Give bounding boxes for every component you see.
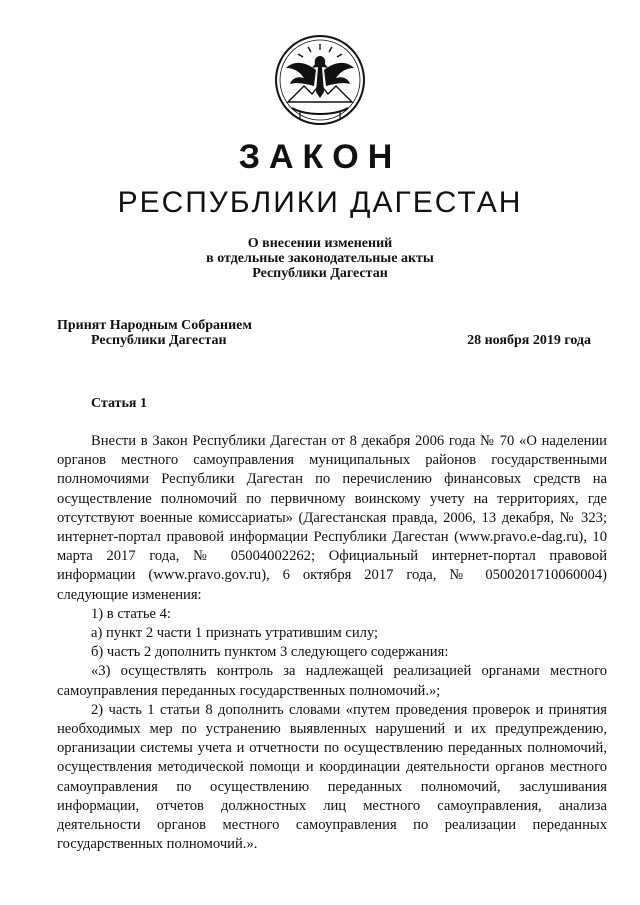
coat-of-arms-icon — [270, 30, 370, 128]
paragraph: «3) осуществлять контроль за надлежащей реализацией органами местного самоуправления переданных государственных полномочий.»; — [57, 663, 607, 699]
adopted-by — [57, 318, 252, 348]
article-heading: Статья 1 — [91, 396, 147, 411]
paragraph: Внести в Закон Республики Дагестан от 8 декабря 2006 года № 70 «О наделении органов местного самоуправления муниципальных районов государственными полномочиями Республики Дагестан по перечислению финансовых средств на осуществление полномочий по первичному воинскому учету на территориях, где отсутствуют военные комиссариаты» (Дагестанская правда, 2006, 13 декабря, № 323; интернет-портал правовой информации Республики Дагестан (www.pravo.e-dag.ru), 10 марта 2017 года, № 05004002262; Официальный интернет-портал правовой информации (www.pravo.gov.ru), 6 октября 2017 года, № 0500201710060004) следующие изменения: — [57, 433, 607, 603]
subject-line: Республики Дагестан — [252, 266, 388, 281]
paragraph: б) часть 2 дополнить пунктом 3 следующего содержания: — [91, 644, 449, 661]
paragraph: 2) часть 1 статьи 8 дополнить словами «путем проведения проверок и принятия необходимых мер по устранению выявленных нарушений и их предупреждению, организации системы учета и отчетности по осуществлению переданных полномочий, осуществления методической помощи и координации деятельности органов местного самоуправления по осуществлению переданных полномочий, заслушивания информации, отчетов должностных лиц местного самоуправления, анализа деятельности органов местного самоуправления по реализации переданных государственных полномочий.». — [57, 701, 607, 853]
adopted-date: 28 ноября 2019 года — [467, 333, 591, 348]
document-title: ЗАКОН — [238, 138, 402, 176]
paragraph: а) пункт 2 части 1 признать утратившим силу; — [91, 625, 379, 642]
adopted-by-line: Республики Дагестан — [91, 333, 227, 348]
subject-line: в отдельные законодательные акты — [206, 251, 434, 266]
adopted-by-line: Принят Народным Собранием — [57, 318, 252, 333]
article-body — [57, 432, 607, 854]
law-subject — [0, 236, 640, 281]
paragraph: 1) в статье 4: — [91, 605, 171, 622]
subject-line: О внесении изменений — [247, 236, 393, 251]
document-subtitle: РЕСПУБЛИКИ ДАГЕСТАН — [117, 186, 523, 219]
